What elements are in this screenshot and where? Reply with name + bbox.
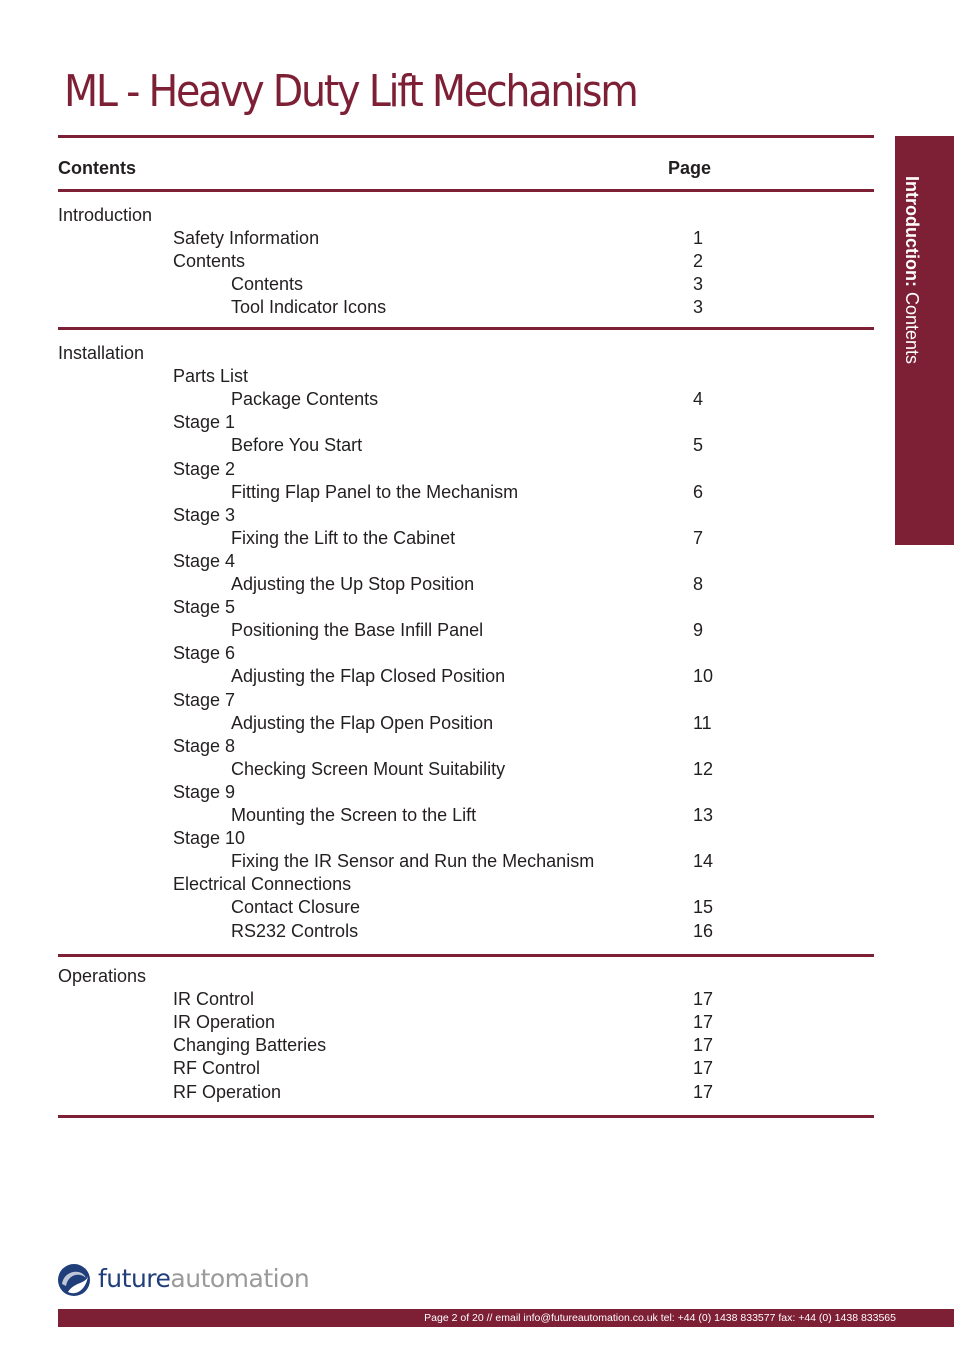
toc-entry[interactable]: Stage 7 [173, 689, 236, 710]
side-tab-subsection: Contents [902, 292, 922, 365]
toc-entry[interactable]: Fitting Flap Panel to the Mechanism [231, 481, 519, 502]
page-title: ML - Heavy Duty Lift Mechanism [64, 66, 637, 117]
toc-page-number: 11 [693, 712, 712, 733]
toc-page-number: 15 [693, 897, 714, 918]
toc-page-number: 17 [693, 989, 714, 1010]
toc-entry[interactable]: IR Control [173, 989, 255, 1010]
toc-page-number: 17 [693, 1058, 714, 1079]
toc-entry[interactable]: Fixing the Lift to the Cabinet [231, 527, 456, 548]
toc-entry[interactable]: Stage 5 [173, 597, 236, 618]
toc-entry[interactable]: Adjusting the Flap Closed Position [231, 666, 506, 687]
toc-entry[interactable]: RF Operation [173, 1081, 282, 1102]
toc-entry[interactable]: Safety Information [173, 228, 320, 249]
side-section-tab [895, 136, 954, 545]
toc-entry[interactable]: RS232 Controls [231, 920, 359, 941]
toc-page-number: 6 [693, 481, 704, 502]
toc-entry[interactable]: Contents [231, 274, 304, 295]
toc-entry[interactable]: Adjusting the Flap Open Position [231, 712, 494, 733]
toc-page-number: 9 [693, 620, 704, 641]
side-tab-label [901, 176, 922, 364]
page-heading: Page [668, 158, 712, 178]
logo-word-automation: automation [170, 1264, 310, 1293]
side-tab-section: Introduction: [902, 176, 922, 287]
toc-entry[interactable]: Changing Batteries [173, 1035, 327, 1056]
toc-entry[interactable]: Stage 10 [173, 828, 246, 849]
logo-word-future: future [98, 1264, 171, 1293]
section-heading: Introduction [58, 205, 153, 225]
toc-entry[interactable]: Positioning the Base Infill Panel [231, 620, 484, 641]
section-divider [58, 1115, 874, 1118]
toc-page-number: 4 [693, 389, 704, 410]
company-logo [56, 1262, 316, 1300]
toc-entry[interactable]: Contact Closure [231, 897, 361, 918]
toc-page-number: 7 [693, 527, 704, 548]
toc-page-number: 13 [693, 805, 714, 825]
toc-page-number: 10 [693, 666, 714, 687]
toc-entry[interactable]: Stage 8 [173, 735, 236, 756]
toc-page-number: 17 [693, 1081, 714, 1102]
toc-page-number: 8 [693, 574, 704, 594]
toc-entry[interactable]: Adjusting the Up Stop Position [231, 574, 475, 594]
swirl-logo-icon [56, 1262, 92, 1298]
toc-page-number: 17 [693, 1012, 714, 1033]
toc-entry[interactable]: Contents [173, 251, 246, 272]
toc-entry[interactable]: Stage 3 [173, 504, 236, 525]
toc-page-number: 1 [693, 228, 704, 249]
toc-entry[interactable]: Stage 2 [173, 458, 236, 479]
top-divider [58, 135, 874, 138]
toc-entry[interactable]: Package Contents [231, 389, 379, 410]
toc-page-number: 3 [693, 274, 704, 295]
toc-entry[interactable]: Tool Indicator Icons [231, 297, 387, 318]
toc-page-number: 12 [693, 758, 714, 779]
toc-entry[interactable]: Mounting the Screen to the Lift [231, 805, 477, 825]
toc-page-number: 5 [693, 435, 704, 456]
section-divider [58, 954, 874, 957]
toc-page-number: 14 [693, 851, 714, 872]
toc-page-number: 3 [693, 297, 704, 318]
toc-entry[interactable]: Stage 1 [173, 412, 236, 433]
header-divider [58, 189, 874, 192]
toc-entry[interactable]: Stage 4 [173, 550, 236, 571]
section-divider [58, 327, 874, 330]
toc-entry[interactable]: Parts List [173, 366, 249, 387]
logo-wordmark [98, 1264, 309, 1293]
section-heading: Installation [58, 343, 145, 363]
toc-entry[interactable]: RF Control [173, 1058, 261, 1079]
toc-page-number: 17 [693, 1035, 714, 1056]
contents-heading: Contents [58, 158, 136, 178]
toc-entry[interactable]: Fixing the IR Sensor and Run the Mechanism [231, 851, 595, 872]
toc-page-number: 2 [693, 251, 704, 272]
footer-bar [58, 1309, 954, 1327]
toc-entry[interactable]: Stage 6 [173, 643, 236, 664]
section-heading: Operations [58, 966, 147, 986]
toc-entry[interactable]: Before You Start [231, 435, 363, 456]
toc-entry[interactable]: Checking Screen Mount Suitability [231, 758, 506, 779]
toc-entry[interactable]: IR Operation [173, 1012, 276, 1033]
toc-entry[interactable]: Stage 9 [173, 781, 236, 802]
footer-contact-text: Page 2 of 20 // email info@futureautomation.co.uk tel: +44 (0) 1438 833577 fax: +44 (0) 1438 833565 [424, 1312, 896, 1324]
toc-page-number: 16 [693, 920, 714, 941]
toc-entry[interactable]: Electrical Connections [173, 874, 352, 895]
